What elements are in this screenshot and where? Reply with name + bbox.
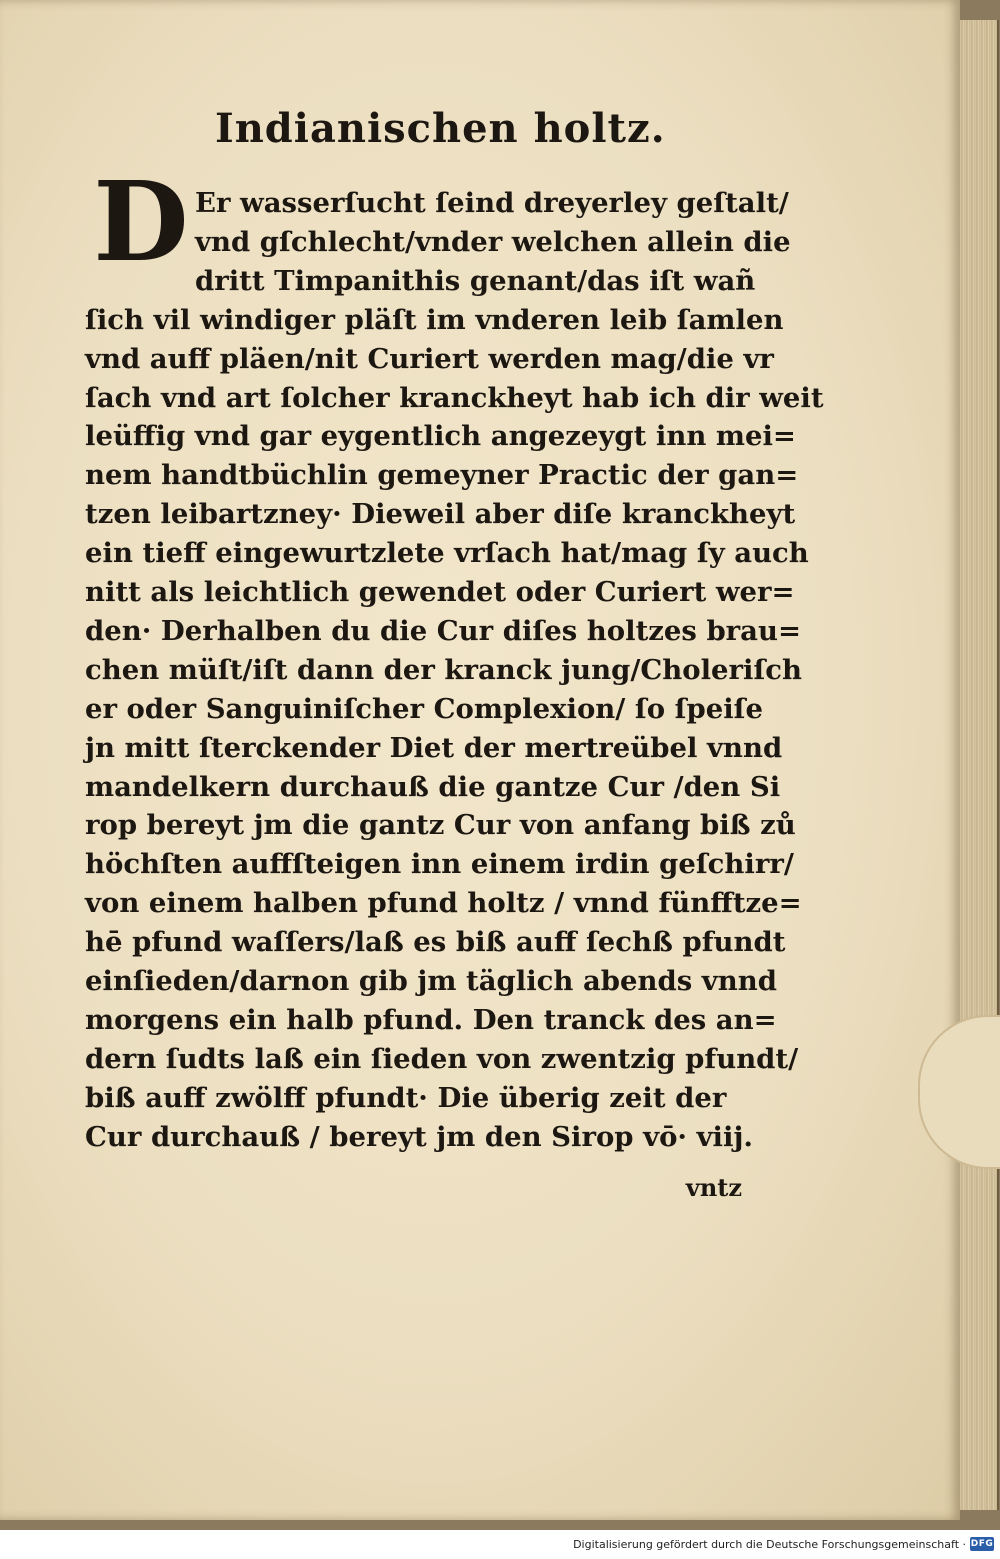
- text-line: rop bereyt jm die gantz Cur von anfang biß zů: [85, 809, 796, 841]
- page-edge-stack: [955, 20, 999, 1510]
- text-line: jn mitt ſterckender Diet der mertreübel vnnd: [85, 732, 783, 764]
- text-line: morgens ein halb pfund. Den tranck des an=: [85, 1004, 777, 1036]
- text-line: mandelkern durchauß die gantze Cur /den Si: [85, 771, 781, 803]
- text-line: er oder Sanguiniſcher Complexion/ ſo ſpeiſe: [85, 693, 763, 725]
- text-line: biß auff zwölff pfundt· Die überig zeit der: [85, 1082, 727, 1114]
- text-line: von einem halben pfund holtz / vnnd fünfftze=: [85, 887, 802, 919]
- text-line: höchſten auffſteigen inn einem irdin geſchirr/: [85, 848, 794, 880]
- text-line: einſieden/darnon gib jm täglich abends vnnd: [85, 965, 777, 997]
- text-line: nitt als leichtlich gewendet oder Curiert wer=: [85, 576, 795, 608]
- text-line: leüffig vnd gar eygentlich angezeygt inn mei=: [85, 420, 796, 452]
- text-line: hē pfund waſſers/laß es biß auff ſechß pfundt: [85, 926, 786, 958]
- footer-credit: Digitalisierung gefördert durch die Deutsche Forschungsgemeinschaft ·: [573, 1538, 966, 1551]
- text-line: vnd auff pläen/nit Curiert werden mag/die vr: [85, 343, 774, 375]
- page-heading: Indianischen holtz.: [215, 105, 666, 152]
- text-line: ſich vil windiger pläſt im vnderen leib ſamlen: [85, 304, 784, 336]
- text-line: Er wasserſucht ſeind dreyerley geſtalt/: [195, 187, 789, 219]
- text-line: ein tieff eingewurtzlete vrſach hat/mag ſy auch: [85, 537, 809, 569]
- text-line: chen müſt/iſt dann der kranck jung/Choleriſch: [85, 654, 803, 686]
- text-line: dern ſudts laß ein ſieden von zwentzig pfundt/: [85, 1043, 799, 1075]
- text-line: tzen leibartzney· Dieweil aber diſe kranckheyt: [85, 498, 796, 530]
- text-line: ſach vnd art ſolcher kranckheyt hab ich dir weit: [85, 382, 824, 414]
- text-line: vnd gſchlecht/vnder welchen allein die: [195, 226, 791, 258]
- text-line: nem handtbüchlin gemeyner Practic der gan=: [85, 459, 799, 491]
- drop-initial: D: [93, 157, 189, 286]
- text-line: Cur durchauß / bereyt jm den Sirop vō· viij.: [85, 1121, 753, 1153]
- catchword: vntz: [685, 1173, 742, 1202]
- footer-bar: [0, 1530, 1000, 1559]
- dfg-logo: DFG: [970, 1539, 994, 1549]
- text-line: dritt Timpanithis genant/das iſt wañ: [195, 265, 756, 297]
- text-line: den· Derhalben du die Cur diſes holtzes brau=: [85, 615, 802, 647]
